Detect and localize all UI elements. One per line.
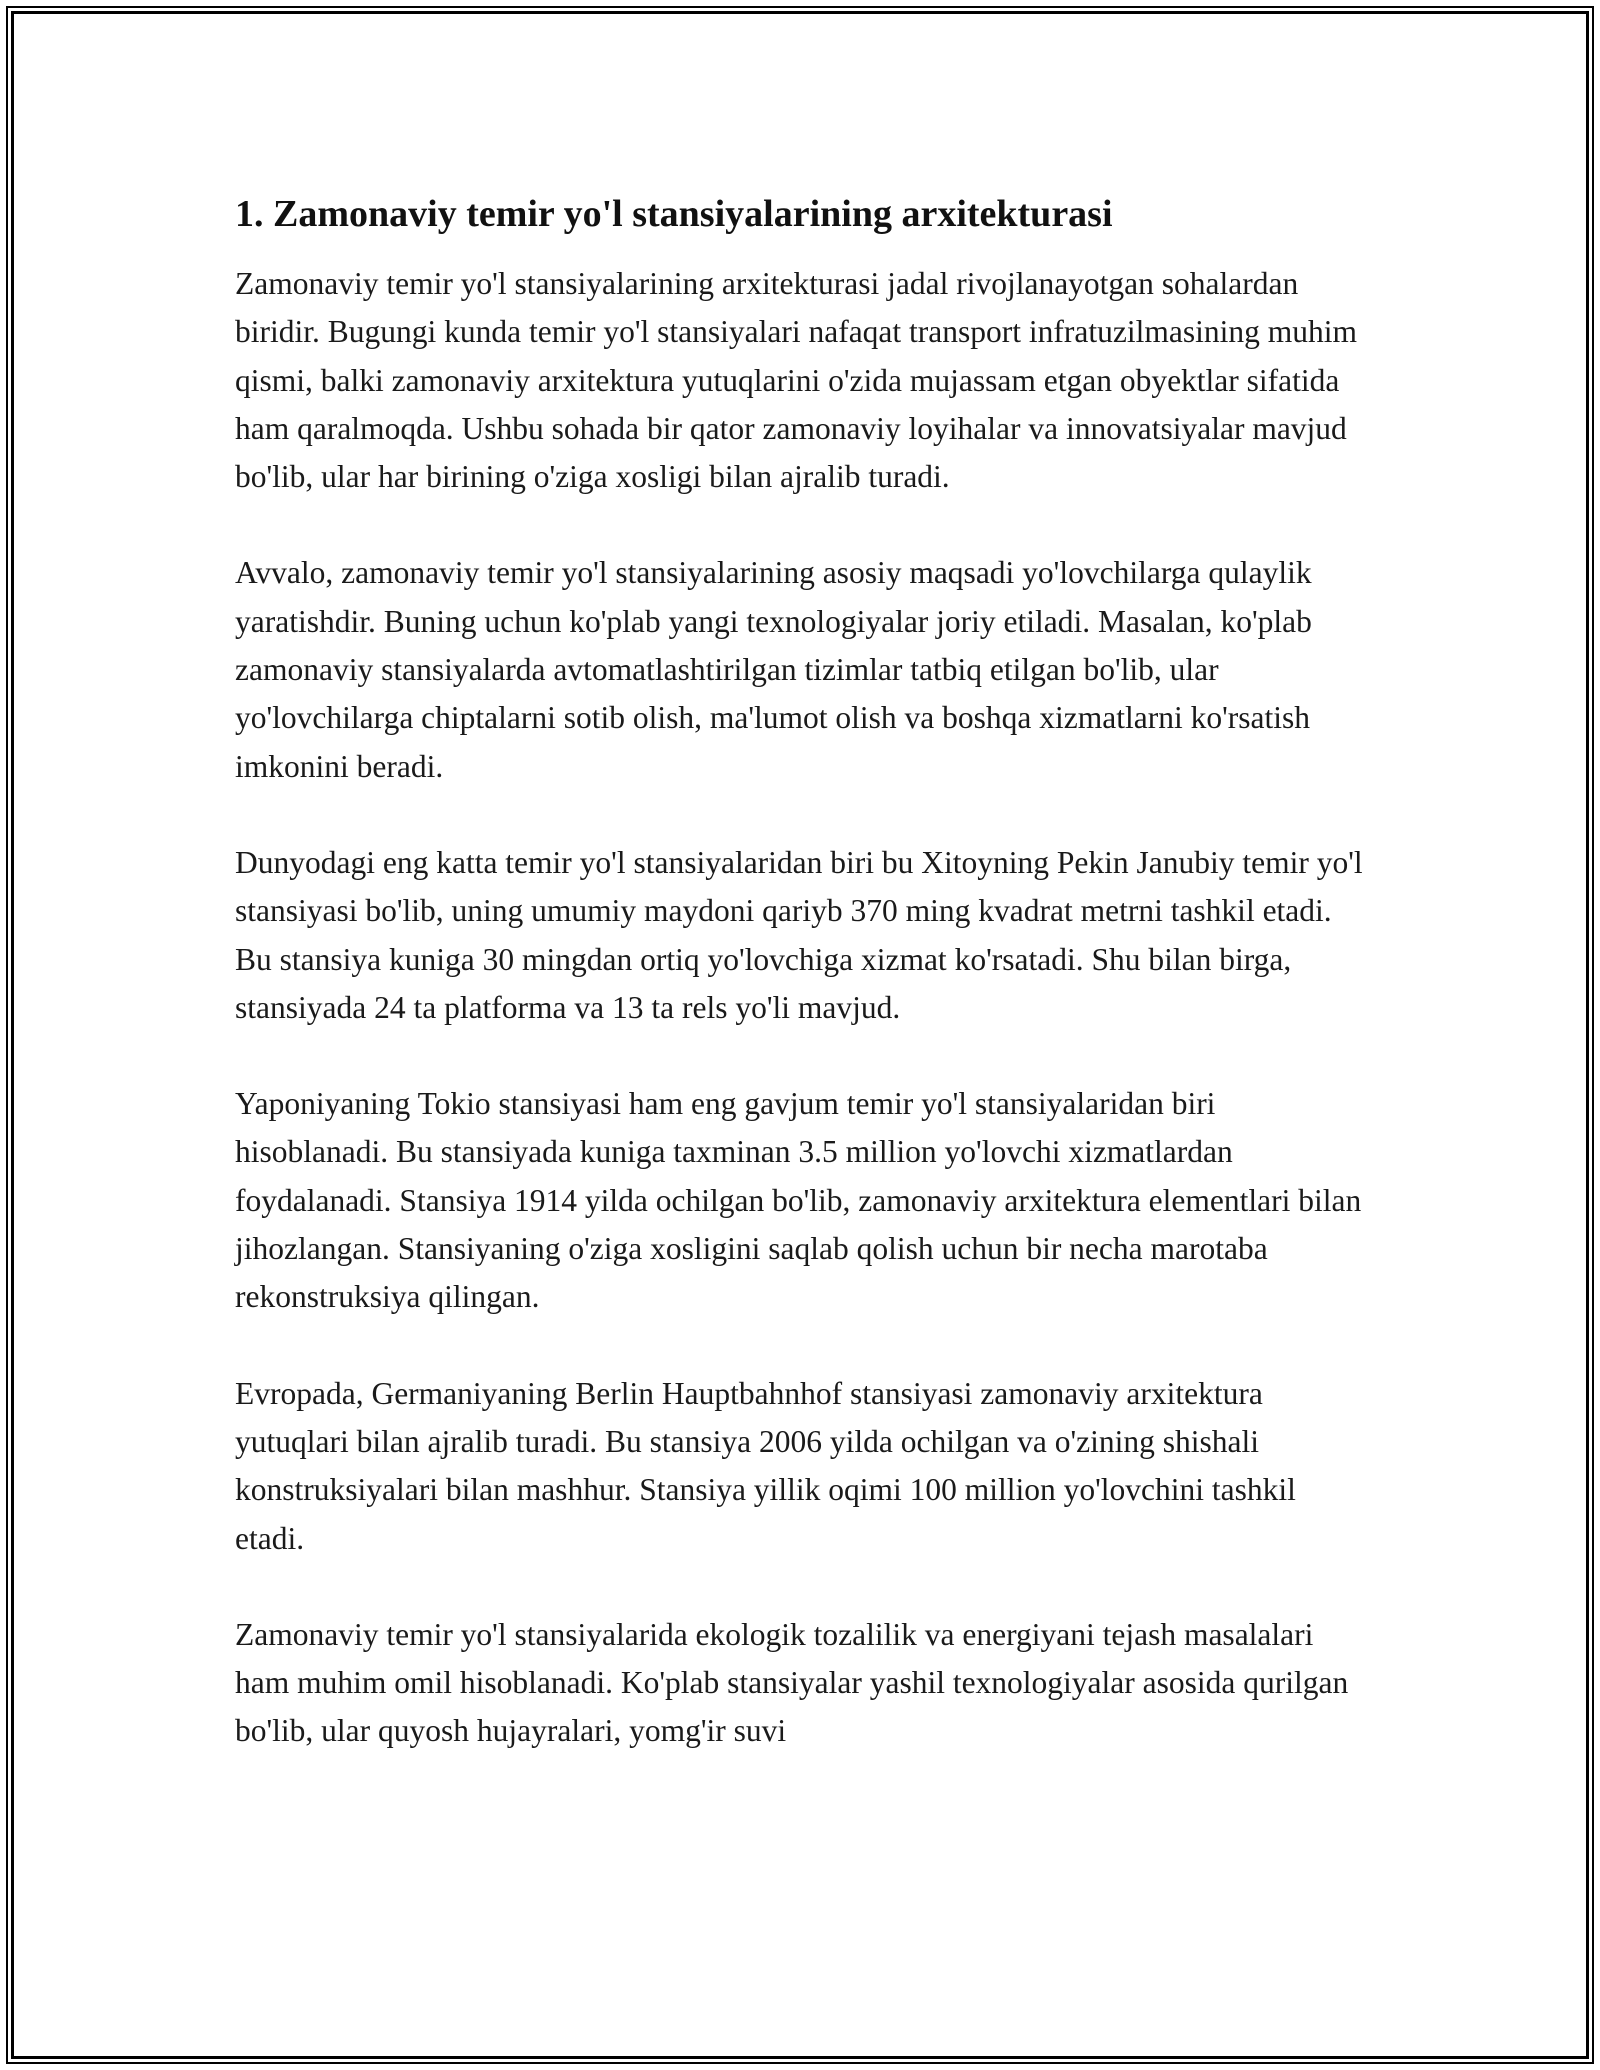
paragraph-intro: Zamonaviy temir yo'l stansiyalarining arxitekturasi jadal rivojlanayotgan sohalardan biridir. Bugungi kunda temir yo'l stansiyalari nafaqat transport infratuzilmasining muhim qismi, balki zamonaviy arxitektura yutuqlarini o'zida mujassam etgan obyektlar sifatida ham qaralmoqda. Ushbu sohada bir qator zamonaviy loyihalar va innovatsiyalar mavjud bo'lib, ular har birining o'ziga xosligi bilan ajralib turadi. (235, 266, 1357, 495)
section-heading: 1. Zamonaviy temir yo'l stansiyalarining arxitekturasi (235, 193, 1113, 235)
document-body (235, 188, 1370, 1804)
paragraph-ecology: Zamonaviy temir yo'l stansiyalarida ekologik tozalilik va energiyani tejash masalalari ham muhim omil hisoblanadi. Ko'plab stansiyalar yashil texnologiyalar asosida qurilgan bo'lib, ular quyosh hujayralari, yomg'ir suvi (235, 1616, 1349, 1749)
paragraph-berlin-hauptbahnhof: Evropada, Germaniyaning Berlin Hauptbahnhof stansiyasi zamonaviy arxitektura yutuqlari bilan ajralib turadi. Bu stansiya 2006 yilda ochilgan va o'zining shishali konstruksiyalari bilan mashhur. Stansiya yillik oqimi 100 million yo'lovchini tashkil etadi. (235, 1375, 1296, 1556)
paragraph-passenger-comfort: Avvalo, zamonaviy temir yo'l stansiyalarining asosiy maqsadi yo'lovchilarga qulaylik yaratishdir. Buning uchun ko'plab yangi texnologiyalar joriy etiladi. Masalan, ko'plab zamonaviy stansiyalarda avtomatlashtirilgan tizimlar tatbiq etilgan bo'lib, ular yo'lovchilarga chiptalarni sotib olish, ma'lumot olish va boshqa xizmatlarni ko'rsatish imkonini beradi. (235, 555, 1312, 784)
paragraph-tokyo-station: Yaponiyaning Tokio stansiyasi ham eng gavjum temir yo'l stansiyalaridan biri hisoblanadi. Bu stansiyada kuniga taxminan 3.5 million yo'lovchi xizmatlardan foydalanadi. Stansiya 1914 yilda ochilgan bo'lib, zamonaviy arxitektura elementlari bilan jihozlangan. Stansiyaning o'ziga xosligini saqlab qolish uchun bir necha marotaba rekonstruksiya qilingan. (235, 1086, 1362, 1315)
paragraph-beijing-south: Dunyodagi eng katta temir yo'l stansiyalaridan biri bu Xitoyning Pekin Janubiy temir yo'l stansiyasi bo'lib, uning umumiy maydoni qariyb 370 ming kvadrat metrni tashkil etadi. Bu stansiya kuniga 30 mingdan ortiq yo'lovchiga xizmat ko'rsatadi. Shu bilan birga, stansiyada 24 ta platforma va 13 ta rels yo'li mavjud. (235, 844, 1363, 1025)
